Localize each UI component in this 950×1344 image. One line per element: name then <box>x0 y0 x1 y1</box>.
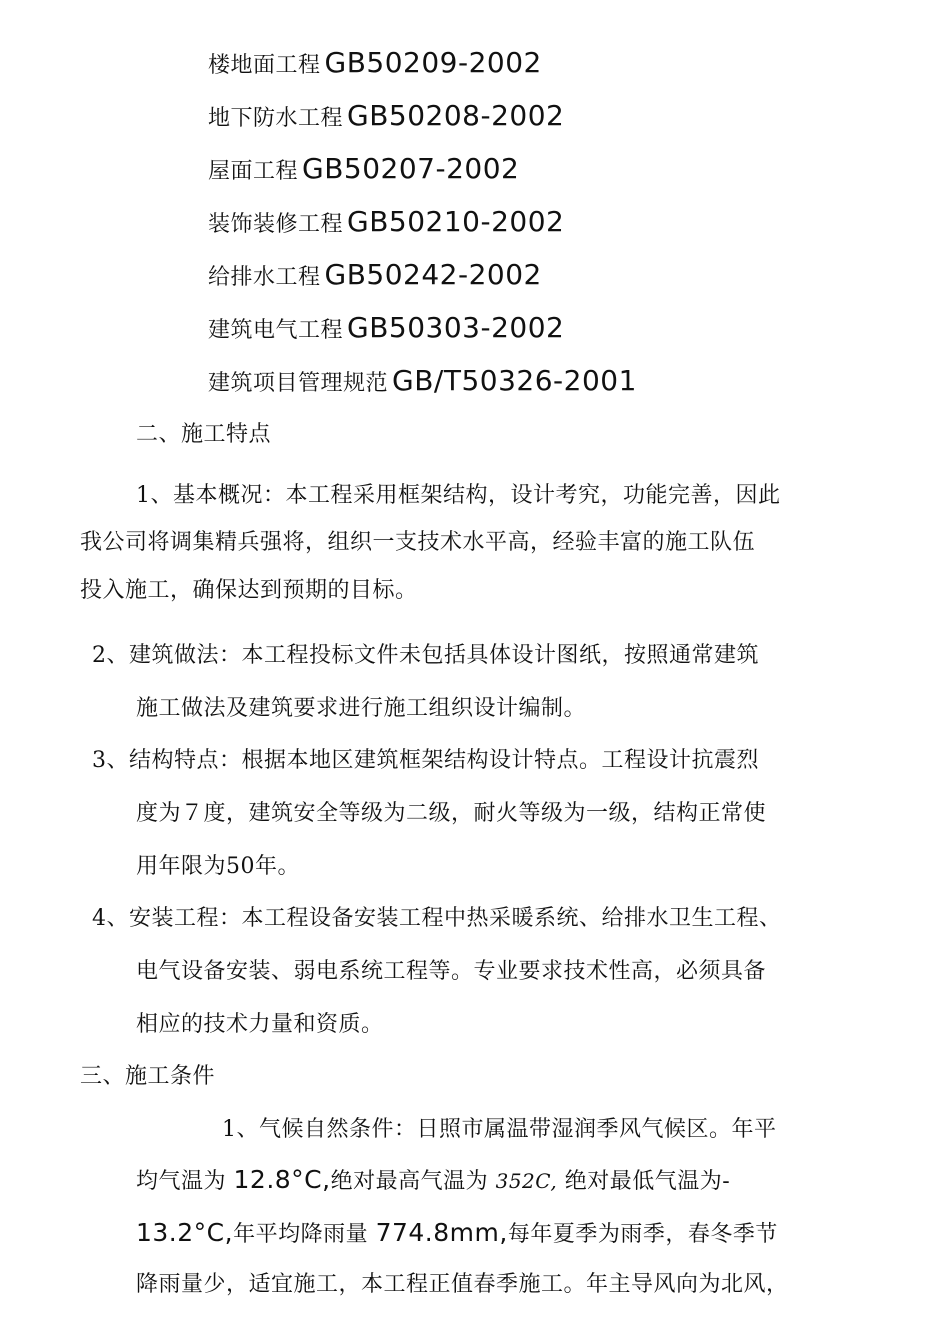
standard-line <box>208 48 542 81</box>
paragraph-line: 1、基本概况：本工程采用框架结构，设计考究，功能完善，因此 <box>136 483 781 508</box>
paragraph-line <box>136 1218 778 1250</box>
paragraph-line: 1、气候自然条件：日照市属温带湿润季风气候区。年平 <box>222 1117 777 1142</box>
paragraph-line: 4、安装工程：本工程设备安装工程中热采暖系统、给排水卫生工程、 <box>92 906 782 931</box>
standard-name: 屋面工程 <box>208 159 299 184</box>
paragraph-line: 相应的技术力量和资质。 <box>136 1012 384 1037</box>
standard-name: 地下防水工程 <box>208 106 344 131</box>
standard-line <box>208 366 637 399</box>
standard-line <box>208 207 564 240</box>
text-segment: 每年夏季为雨季，春冬季节 <box>507 1222 778 1247</box>
paragraph-line: 度为７度，建筑安全等级为二级，耐火等级为一级，结构正常使 <box>136 801 767 826</box>
paragraph-line: 投入施工，确保达到预期的目标。 <box>80 578 418 603</box>
paragraph-line: 用年限为50年。 <box>136 854 300 879</box>
paragraph-line <box>136 1165 730 1197</box>
temperature-value: 352C, <box>495 1169 558 1193</box>
paragraph-line: 3、结构特点：根据本地区建筑框架结构设计特点。工程设计抗震烈 <box>92 748 759 773</box>
standard-name: 给排水工程 <box>208 265 321 290</box>
standard-code: GB50210-2002 <box>347 205 565 238</box>
standard-name: 建筑电气工程 <box>208 318 344 343</box>
text-segment: 绝对最低气温为- <box>564 1169 731 1194</box>
standard-code: GB50209-2002 <box>324 46 542 79</box>
paragraph-line: 2、建筑做法：本工程投标文件未包括具体设计图纸，按照通常建筑 <box>92 643 759 668</box>
standard-name: 楼地面工程 <box>208 53 321 78</box>
text-segment: 年平均降雨量 <box>233 1222 369 1247</box>
standard-name: 装饰装修工程 <box>208 212 344 237</box>
paragraph-line: 我公司将调集精兵强将，组织一支技术水平高，经验丰富的施工队伍 <box>80 530 756 555</box>
standard-line <box>208 313 564 346</box>
standard-line <box>208 154 519 187</box>
temperature-value: 13.2°C, <box>136 1218 234 1247</box>
standard-name: 建筑项目管理规范 <box>208 371 389 396</box>
standard-code: GB50208-2002 <box>347 99 565 132</box>
text-segment: 绝对最高气温为 <box>330 1169 489 1194</box>
paragraph-line: 降雨量少，适宜施工，本工程正值春季施工。年主导风向为北风， <box>136 1272 789 1297</box>
standard-code: GB50207-2002 <box>302 152 520 185</box>
paragraph-line: 施工做法及建筑要求进行施工组织设计编制。 <box>136 696 587 721</box>
standard-code: GB50242-2002 <box>324 258 542 291</box>
temperature-value: 12.8°C, <box>233 1165 331 1194</box>
section-heading: 二、施工特点 <box>136 422 272 447</box>
standard-code: GB/T50326-2001 <box>392 364 637 397</box>
section-heading: 三、施工条件 <box>80 1064 216 1089</box>
standard-line <box>208 101 564 134</box>
standard-code: GB50303-2002 <box>347 311 565 344</box>
rainfall-value: 774.8mm, <box>375 1218 508 1247</box>
text-segment: 均气温为 <box>136 1169 227 1194</box>
paragraph-line: 电气设备安装、弱电系统工程等。专业要求技术性高，必须具备 <box>136 959 767 984</box>
standard-line <box>208 260 542 293</box>
